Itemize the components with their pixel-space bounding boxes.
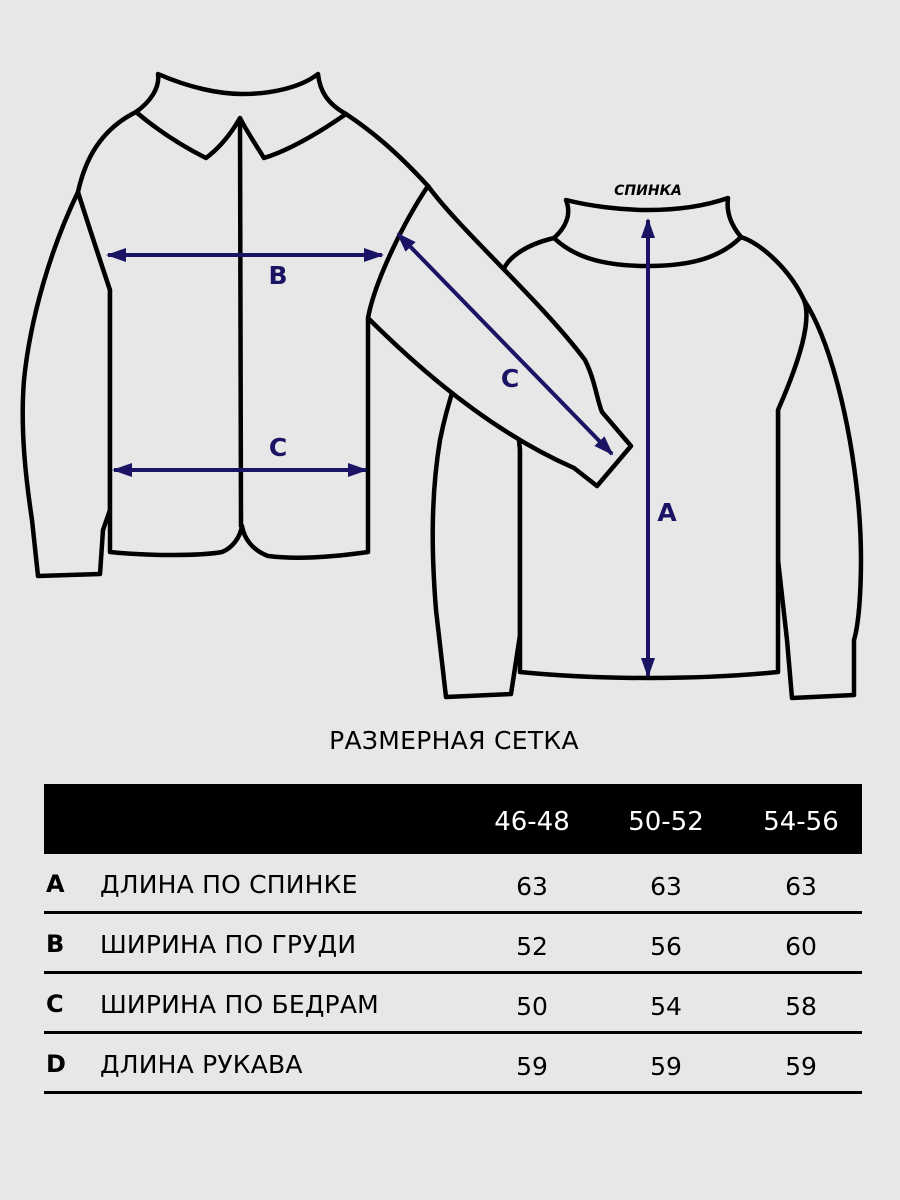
row-value: 50 — [516, 992, 548, 1021]
row-name: ДЛИНА ПО СПИНКЕ — [100, 870, 358, 899]
marker-a: A — [657, 498, 677, 527]
row-code: A — [46, 870, 65, 898]
row-name: ШИРИНА ПО БЕДРАМ — [100, 990, 379, 1019]
table-row — [44, 974, 862, 1034]
header-size-2: 50-52 — [628, 807, 704, 837]
marker-c-sleeve: C — [500, 364, 520, 393]
row-value: 59 — [785, 1052, 817, 1081]
row-value: 63 — [650, 872, 682, 901]
header-size-1: 46-48 — [494, 807, 570, 837]
row-value: 60 — [785, 932, 817, 961]
table-row — [44, 914, 862, 974]
header-size-3: 54-56 — [763, 807, 839, 837]
marker-b: B — [268, 261, 288, 290]
row-code: C — [46, 990, 64, 1018]
size-table — [44, 784, 862, 1094]
table-header — [44, 784, 862, 854]
row-name: ДЛИНА РУКАВА — [100, 1050, 303, 1079]
table-row — [44, 854, 862, 914]
row-value: 59 — [516, 1052, 548, 1081]
marker-c-front: C — [268, 433, 288, 462]
row-value: 52 — [516, 932, 548, 961]
row-name: ШИРИНА ПО ГРУДИ — [100, 930, 357, 959]
row-value: 59 — [650, 1052, 682, 1081]
row-code: D — [46, 1050, 66, 1078]
row-value: 54 — [650, 992, 682, 1021]
table-row — [44, 1034, 862, 1094]
row-code: B — [46, 930, 65, 958]
row-value: 56 — [650, 932, 682, 961]
size-chart-title: РАЗМЕРНАЯ СЕТКА — [329, 726, 579, 755]
row-value: 63 — [785, 872, 817, 901]
row-value: 58 — [785, 992, 817, 1021]
row-value: 63 — [516, 872, 548, 901]
back-view-label: СПИНКА — [614, 183, 682, 199]
